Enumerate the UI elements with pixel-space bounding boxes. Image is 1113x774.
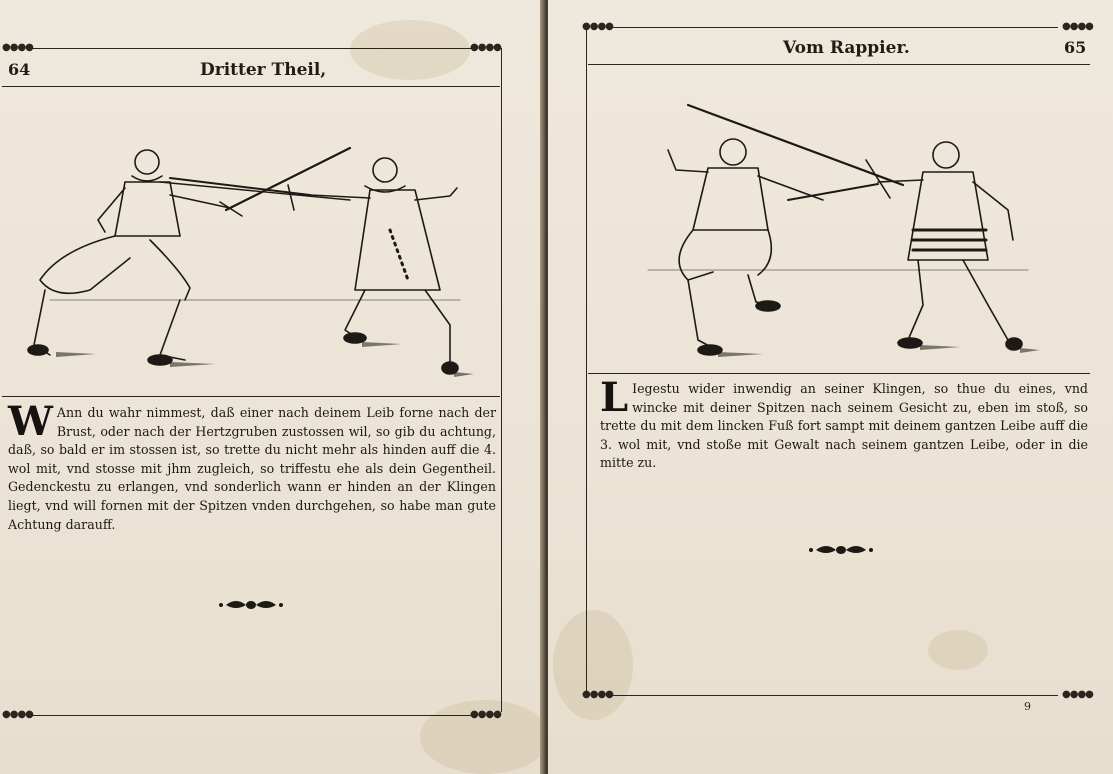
drop-cap: W [8,398,53,445]
corner-ornament: ●●●● [1062,689,1093,700]
fencing-illustration [20,140,480,385]
corner-ornament: ●●●● [2,42,33,53]
fleuron-icon [216,597,286,613]
frame-right-rule [501,48,502,712]
right-page [548,0,1113,774]
header-rule [588,64,1090,65]
corner-ornament: ●●●● [2,709,33,720]
bottom-rule [30,715,478,716]
fencers-woodcut [628,100,1088,370]
fencing-illustration [628,100,1088,370]
illustration-rule [2,396,500,397]
running-head: Vom Rappier. [783,38,910,58]
paper-stain [553,610,633,720]
paper-stain [350,20,470,80]
frame-left-rule [586,27,587,695]
page-number: 65 [1064,38,1087,57]
bottom-rule [610,695,1058,696]
paper-stain [928,630,988,670]
drop-cap: L [600,374,629,421]
top-rule [30,48,478,49]
corner-ornament: ●●●● [582,21,613,32]
fleuron-icon [806,542,876,558]
corner-ornament: ●●●● [582,689,613,700]
left-page [0,0,544,774]
body-text: Ann du wahr nimmest, daß einer nach deinem Leib forne nach der Brust, oder nach der Hertzgruben zustossen wil, so gib du achtung, daß, so bald er im stossen ist, so trette du nicht mehr als hinden auff die 4. wol mit, vnd stosse mit jhm zugleich, so triffestu ehe als dein Gegentheil. Gedenckestu zu erlangen, vnd sonderlich wann er hinden an der Klingen liegt, vnd will fornen mit der Spitzen vnden durchgehen, so habe man gute Achtung darauff. [8,405,496,532]
fleuron-ornament [216,597,286,617]
top-rule [610,27,1058,28]
page-number: 64 [8,60,31,79]
corner-ornament: ●●●● [1062,21,1093,32]
corner-ornament: ●●●● [470,42,501,53]
corner-ornament: ●●●● [470,709,501,720]
body-paragraph [8,398,496,534]
body-paragraph [600,374,1088,473]
body-text: Iegestu wider inwendig an seiner Klingen, so thue du eines, vnd wincke mit deiner Spitzen nach seinem Gesicht zu, eben im stoß, so trette du mit dem lincken Fuß fort sampt mit deinem gantzen Leibe auff die 3. wol mit, vnd stoße mit Gewalt nach seinem gantzen Leibe, oder in die mitte zu. [600,381,1088,471]
fencers-woodcut [20,140,480,385]
header-rule [2,86,500,87]
running-head: Dritter Theil, [200,60,327,80]
illustration-rule [588,373,1090,374]
signature-mark: 9 [1024,700,1031,713]
fleuron-ornament [806,542,876,562]
